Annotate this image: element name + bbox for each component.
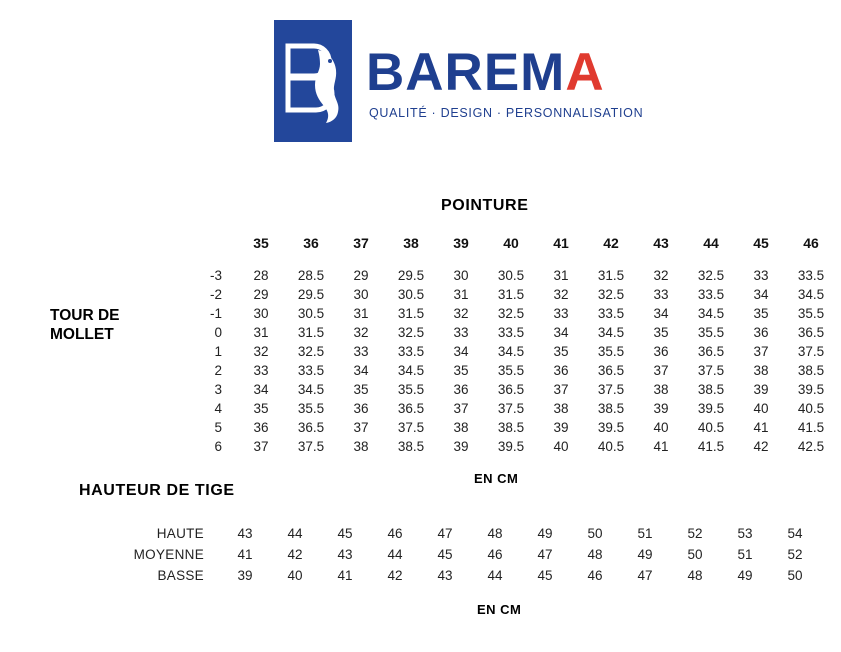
table-cell: 35	[253, 401, 269, 416]
table-cell: 47	[537, 547, 553, 562]
table-cell: 35	[553, 344, 569, 359]
table-cell: 42.5	[797, 439, 825, 454]
table-cell: 37	[453, 401, 469, 416]
table-row	[150, 437, 836, 456]
table-cell: 28	[253, 268, 269, 283]
table-cell: 47	[437, 526, 453, 541]
table-cell: 29.5	[297, 287, 325, 302]
size-chart-body	[150, 258, 836, 456]
table-row	[150, 323, 836, 342]
table-cell: 29.5	[397, 268, 425, 283]
table-cell: 51	[637, 526, 653, 541]
table-cell: 51	[737, 547, 753, 562]
table-cell: 34.5	[297, 382, 325, 397]
table-cell: 38	[453, 420, 469, 435]
table-row	[150, 380, 836, 399]
logo-mark-icon	[274, 20, 352, 142]
table-cell: 39.5	[597, 420, 625, 435]
logo-wordmark-main: BAREM	[366, 43, 566, 102]
table-cell: 36	[453, 382, 469, 397]
table-cell: 34.5	[797, 287, 825, 302]
table-cell: 39.5	[697, 401, 725, 416]
column-header: 38	[403, 235, 419, 251]
table-row	[104, 544, 820, 565]
table-cell: 38.5	[597, 401, 625, 416]
table-cell: 32	[353, 325, 369, 340]
row-header: -2	[209, 287, 222, 302]
table-cell: 35.5	[397, 382, 425, 397]
table-cell: 36.5	[297, 420, 325, 435]
table-cell: 34	[353, 363, 369, 378]
table-cell: 40	[653, 420, 669, 435]
table-cell: 43	[437, 568, 453, 583]
table-cell: 36	[653, 344, 669, 359]
table-cell: 47	[637, 568, 653, 583]
table-cell: 34.5	[497, 344, 525, 359]
table-cell: 38	[553, 401, 569, 416]
table-cell: 33.5	[797, 268, 825, 283]
table-cell: 35.5	[497, 363, 525, 378]
row-header: -3	[209, 268, 222, 283]
table-row	[150, 361, 836, 380]
column-header: 37	[353, 235, 369, 251]
table-cell: 34.5	[597, 325, 625, 340]
table-cell: 32	[253, 344, 269, 359]
column-header: 40	[503, 235, 519, 251]
table-cell: 31	[353, 306, 369, 321]
table-cell: 40.5	[697, 420, 725, 435]
table-cell: 33	[653, 287, 669, 302]
row-header: 3	[214, 382, 222, 397]
table-row	[150, 399, 836, 418]
table-cell: 46	[587, 568, 603, 583]
table-cell: 34	[453, 344, 469, 359]
table-cell: 37.5	[697, 363, 725, 378]
table-cell: 46	[387, 526, 403, 541]
table-cell: 35	[753, 306, 769, 321]
table-row	[150, 342, 836, 361]
logo-wordmark-accent: A	[565, 43, 605, 102]
table-cell: 35	[453, 363, 469, 378]
row-header: 1	[214, 344, 222, 359]
table-cell: 41	[237, 547, 253, 562]
column-header: 45	[753, 235, 769, 251]
table-cell: 33	[453, 325, 469, 340]
table-cell: 42	[287, 547, 303, 562]
table-cell: 37	[553, 382, 569, 397]
table-cell: 40	[553, 439, 569, 454]
table-cell: 40.5	[797, 401, 825, 416]
table-cell: 48	[687, 568, 703, 583]
table-cell: 45	[337, 526, 353, 541]
table-cell: 42	[387, 568, 403, 583]
table-cell: 39.5	[497, 439, 525, 454]
table-cell: 38.5	[697, 382, 725, 397]
table-cell: 44	[287, 526, 303, 541]
table-cell: 38	[753, 363, 769, 378]
row-header: -1	[209, 306, 222, 321]
column-header: 44	[703, 235, 719, 251]
table-cell: 49	[537, 526, 553, 541]
table-cell: 46	[487, 547, 503, 562]
table-cell: 31.5	[497, 287, 525, 302]
table-cell: 35.5	[597, 344, 625, 359]
table-cell: 37	[353, 420, 369, 435]
table-cell: 48	[587, 547, 603, 562]
column-header: 46	[803, 235, 819, 251]
table-cell: 30	[353, 287, 369, 302]
unit-label-calf: EN CM	[474, 471, 519, 486]
table-cell: 44	[387, 547, 403, 562]
table-cell: 54	[787, 526, 803, 541]
corner-cell	[150, 228, 236, 258]
table-cell: 33.5	[297, 363, 325, 378]
table-cell: 41.5	[697, 439, 725, 454]
table-cell: 32	[453, 306, 469, 321]
column-header: 43	[653, 235, 669, 251]
table-cell: 32.5	[397, 325, 425, 340]
table-row	[104, 565, 820, 586]
table-cell: 37.5	[397, 420, 425, 435]
column-header: 39	[453, 235, 469, 251]
table-cell: 31.5	[297, 325, 325, 340]
table-cell: 30	[253, 306, 269, 321]
table-cell: 53	[737, 526, 753, 541]
logo-tagline: QUALITÉ · DESIGN · PERSONNALISATION	[369, 106, 644, 120]
table-row	[150, 258, 836, 285]
table-cell: 36.5	[497, 382, 525, 397]
row-header: 0	[214, 325, 222, 340]
table-cell: 52	[687, 526, 703, 541]
table-cell: 32.5	[497, 306, 525, 321]
table-header-row	[150, 228, 836, 258]
table-cell: 50	[587, 526, 603, 541]
table-cell: 34	[653, 306, 669, 321]
shaft-height-body	[104, 523, 820, 586]
table-cell: 31	[453, 287, 469, 302]
shaft-height-table	[104, 523, 820, 586]
row-header: MOYENNE	[133, 547, 204, 562]
table-cell: 33.5	[597, 306, 625, 321]
table-cell: 36.5	[697, 344, 725, 359]
table-cell: 41.5	[797, 420, 825, 435]
table-row	[104, 523, 820, 544]
table-cell: 39	[237, 568, 253, 583]
table-row	[150, 304, 836, 323]
table-cell: 43	[237, 526, 253, 541]
table-cell: 41	[753, 420, 769, 435]
table-cell: 49	[637, 547, 653, 562]
table-cell: 39	[553, 420, 569, 435]
table-cell: 36.5	[597, 363, 625, 378]
tour-de-mollet-label: TOUR DE MOLLET	[50, 307, 120, 343]
table-cell: 37.5	[497, 401, 525, 416]
unit-label-height: EN CM	[477, 602, 522, 617]
table-cell: 50	[787, 568, 803, 583]
table-cell: 38	[653, 382, 669, 397]
table-cell: 32	[653, 268, 669, 283]
table-cell: 45	[437, 547, 453, 562]
table-cell: 39	[453, 439, 469, 454]
table-cell: 36	[753, 325, 769, 340]
table-cell: 33.5	[697, 287, 725, 302]
table-cell: 50	[687, 547, 703, 562]
table-cell: 52	[787, 547, 803, 562]
table-cell: 32	[553, 287, 569, 302]
table-cell: 35.5	[797, 306, 825, 321]
table-cell: 44	[487, 568, 503, 583]
hauteur-de-tige-title: HAUTEUR DE TIGE	[79, 482, 235, 499]
table-cell: 33	[753, 268, 769, 283]
table-cell: 33	[553, 306, 569, 321]
table-cell: 29	[353, 268, 369, 283]
size-chart-table	[150, 228, 836, 456]
brand-logo	[274, 20, 644, 142]
table-cell: 37	[653, 363, 669, 378]
table-cell: 34	[553, 325, 569, 340]
row-header: 4	[214, 401, 222, 416]
table-cell: 36	[253, 420, 269, 435]
table-cell: 41	[653, 439, 669, 454]
row-header: BASSE	[157, 568, 204, 583]
column-header: 36	[303, 235, 319, 251]
table-cell: 32.5	[297, 344, 325, 359]
column-header: 42	[603, 235, 619, 251]
table-cell: 33	[353, 344, 369, 359]
table-cell: 28.5	[297, 268, 325, 283]
table-cell: 40	[753, 401, 769, 416]
table-cell: 34	[253, 382, 269, 397]
table-cell: 31	[253, 325, 269, 340]
table-cell: 48	[487, 526, 503, 541]
table-cell: 38.5	[497, 420, 525, 435]
table-cell: 30.5	[297, 306, 325, 321]
table-cell: 34.5	[697, 306, 725, 321]
table-cell: 41	[337, 568, 353, 583]
table-cell: 34.5	[397, 363, 425, 378]
table-cell: 38.5	[397, 439, 425, 454]
table-row	[150, 418, 836, 437]
table-cell: 31.5	[597, 268, 625, 283]
table-cell: 38.5	[797, 363, 825, 378]
table-cell: 34	[753, 287, 769, 302]
table-cell: 37.5	[597, 382, 625, 397]
table-cell: 37.5	[297, 439, 325, 454]
table-cell: 32.5	[597, 287, 625, 302]
column-header: 41	[553, 235, 569, 251]
table-cell: 35.5	[697, 325, 725, 340]
table-cell: 32.5	[697, 268, 725, 283]
table-cell: 33.5	[497, 325, 525, 340]
table-cell: 35.5	[297, 401, 325, 416]
table-cell: 40.5	[597, 439, 625, 454]
table-cell: 39	[653, 401, 669, 416]
table-cell: 39	[753, 382, 769, 397]
pointure-title: POINTURE	[441, 197, 529, 214]
table-cell: 37.5	[797, 344, 825, 359]
table-cell: 33.5	[397, 344, 425, 359]
table-cell: 29	[253, 287, 269, 302]
table-cell: 36	[353, 401, 369, 416]
table-cell: 49	[737, 568, 753, 583]
table-cell: 38	[353, 439, 369, 454]
table-cell: 35	[353, 382, 369, 397]
table-cell: 33	[253, 363, 269, 378]
table-cell: 40	[287, 568, 303, 583]
table-cell: 31	[553, 268, 569, 283]
table-cell: 37	[753, 344, 769, 359]
table-cell: 36.5	[397, 401, 425, 416]
table-cell: 45	[537, 568, 553, 583]
row-header: 2	[214, 363, 222, 378]
row-header: 5	[214, 420, 222, 435]
table-cell: 31.5	[397, 306, 425, 321]
table-cell: 37	[253, 439, 269, 454]
table-cell: 36	[553, 363, 569, 378]
logo-wordmark	[366, 43, 605, 102]
size-chart-header	[150, 228, 836, 258]
column-header: 35	[253, 235, 269, 251]
table-cell: 42	[753, 439, 769, 454]
table-cell: 35	[653, 325, 669, 340]
table-cell: 30.5	[497, 268, 525, 283]
table-cell: 36.5	[797, 325, 825, 340]
row-header: HAUTE	[156, 526, 204, 541]
table-cell: 30.5	[397, 287, 425, 302]
row-header: 6	[214, 439, 222, 454]
table-row	[150, 285, 836, 304]
table-cell: 43	[337, 547, 353, 562]
table-cell: 39.5	[797, 382, 825, 397]
table-cell: 30	[453, 268, 469, 283]
